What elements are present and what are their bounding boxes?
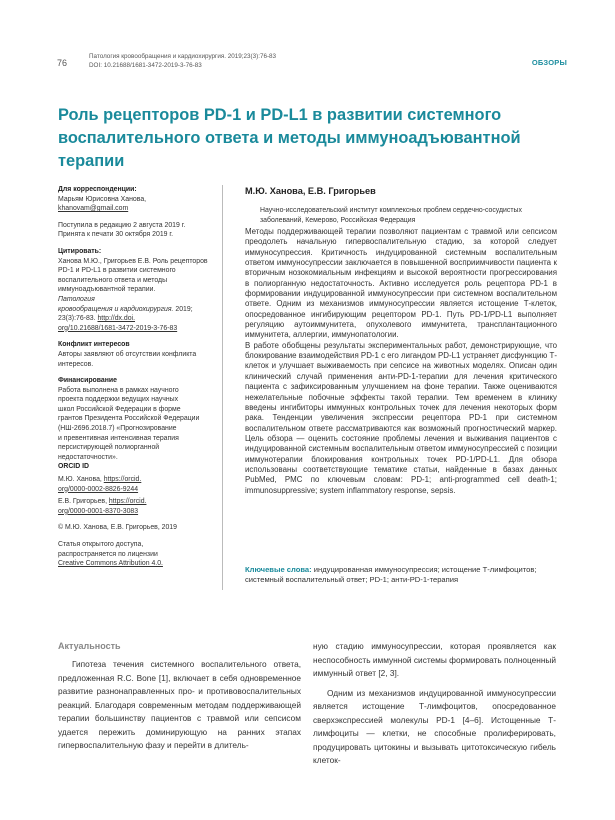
article-authors: М.Ю. Ханова, Е.В. Григорьев	[245, 186, 376, 196]
section-tag: ОБЗОРЫ	[531, 58, 567, 67]
orcid-author: М.Ю. Ханова,	[58, 476, 102, 484]
funding-line: проекта поддержки ведущих научных	[58, 396, 179, 404]
accepted-date: Принята к печати 30 октября 2019 г.	[58, 231, 174, 239]
funding-label: Финансирование	[58, 377, 117, 385]
funding-line: и превентивная интенсивная терапия	[58, 434, 179, 442]
title-line-1: Роль рецепторов PD-1 и PD-L1 в развитии системного	[58, 106, 502, 124]
correspondence-email-link[interactable]: khanovam@gmail.com	[58, 205, 129, 213]
title-line-3: терапии	[58, 152, 125, 170]
title-line-2: воспалительного ответа и методы иммуноадъювантной	[58, 129, 521, 147]
journal-citation: Патология кровообращения и кардиохирургия. 2019;23(3):76-83	[89, 53, 277, 60]
citation-year: 2019;	[175, 305, 193, 313]
funding-line: грантов Президента Российской Федерации	[58, 415, 200, 423]
abstract-paragraph: Методы поддерживающей терапии позволяют пациентам с травмой или сепсисом преодолеть начальную гипервоспалительную стадию, за которой следует иммуносупрессия. Критичность индуцированной системным воспалительным ответом иммуносупрессии заключается в повышенной восприимчивости пациента к вторичным нозокомиальным инфекциям и высокой вероятности прогрессирования в полиорганную недостаточность. Активно исследуется роль рецептора PD-1 в формировании индуцированной иммуносупрессии при системном воспалительном ответе. Одним из механизмов иммуносупрессии является истощение Т-клеток, опосредованное ингибирующим рецептором PD-1. Путь PD-1/PD-L1 выполняет регуляцию аутоиммунитета, опухолевого иммунитета, трансплантационного иммунитета, аллергии, иммунопатологии.	[245, 227, 557, 340]
license-line: распространяется по лицензии	[58, 550, 158, 558]
journal-info	[89, 52, 276, 70]
funding-line: школ Российской Федерации в форме	[58, 405, 181, 413]
orcid-link[interactable]: https://orcid.	[103, 476, 142, 484]
citation-ref: 23(3):76-83.	[58, 315, 96, 323]
license-line: Статья открытого доступа,	[58, 541, 144, 548]
affiliation-line: Научно-исследовательский институт комплексных проблем сердечно-сосудистых	[260, 207, 522, 214]
abstract-paragraph: В работе обобщены результаты экспериментальных работ, демонстрирующие, что блокирование взаимодействия PD-1 с его лигандом PD-L1 устраняет дисфункцию Т-клеток и улучшает выживаемость при сепсисе на животных моделях. Описан один клинический случай применения анти-PD-1-терапии для лечения критического пациента с зафиксированным улучшением на фоне терапии. Также оцениваются нежелательные побочные эффекты такой терапии. Тем временем в клинику введены ингибиторы иммунных контрольных точек для лечения некоторых форм рака. Тенденции увеличения экспрессии рецептора PD-1 при системном воспалительном ответе рассматриваются как возможный прогностический маркер. Цель обзора — оценить состояние проблемы лечения и выживания пациентов с индуцированной системным воспалительным ответом иммуносупрессией с позиции иммунотерапии блокирования контрольных точек PD-1/PD-L1. Для обзора использованы соответствующие тематике статьи, найденные в базах данных PubMed, PMC по ключевым словам: PD-1; anti-programmed cell death-1; immunosuppressive; system inflammatory response, sepsis.	[245, 340, 557, 495]
license-block	[58, 540, 208, 569]
funding-line: (НШ-2696.2018.7) «Прогнозирование	[58, 425, 177, 433]
body-column-right	[313, 640, 556, 768]
license-link[interactable]: Creative Commons Attribution 4.0.	[58, 560, 163, 568]
body-paragraph: ную стадию иммуносупрессии, которая проявляется как неспособность иммунной системы формировать полноценный иммунный ответ [2, 3].	[313, 641, 556, 678]
affiliation	[260, 206, 550, 225]
citation-label: Цитировать:	[58, 247, 102, 255]
keywords-text: индуцированная иммуносупрессия; истощение Т-лимфоцитов; системный воспалительный ответ; PD-1; анти-PD-1-терапия	[245, 565, 537, 585]
copyright-block	[58, 523, 208, 533]
keywords-label: Ключевые слова:	[245, 565, 312, 574]
orcid-label: ORCID ID	[58, 463, 90, 471]
orcid-block	[58, 462, 208, 516]
funding-line: персистирующей полиорганной	[58, 444, 160, 452]
conflict-line: интересов.	[58, 360, 94, 368]
citation-line: воспалительного ответа и методы	[58, 276, 168, 284]
column-divider	[222, 185, 223, 590]
copyright: © М.Ю. Ханова, Е.В. Григорьев, 2019	[58, 524, 177, 532]
citation-journal: Патология	[58, 295, 95, 303]
conflict-block	[58, 340, 208, 369]
orcid-author: Е.В. Григорьев,	[58, 498, 107, 506]
orcid-link[interactable]: org/0000-0001-8370-3083	[58, 507, 139, 515]
citation-line: PD-1 и PD-L1 в развитии системного	[58, 267, 176, 275]
funding-line: Работа выполнена в рамках научного	[58, 386, 179, 394]
orcid-link[interactable]: org/0000-0002-8826-9244	[58, 485, 139, 493]
body-column-left	[58, 658, 301, 753]
section-heading: Актуальность	[58, 641, 121, 651]
page-number: 76	[57, 58, 68, 68]
affiliation-line: заболеваний, Кемерово, Российская Федерация	[260, 216, 416, 224]
conflict-label: Конфликт интересов	[58, 341, 130, 349]
journal-doi: DOI: 10.21688/1681-3472-2019-3-76-83	[89, 62, 202, 69]
article-title	[58, 104, 558, 173]
citation-doi-link[interactable]: http://dx.doi.	[97, 315, 136, 323]
citation-doi-link[interactable]: org/10.21688/1681-3472-2019-3-76-83	[58, 324, 178, 332]
keywords	[245, 565, 557, 586]
funding-block	[58, 376, 208, 462]
conflict-line: Авторы заявляют об отсутствии конфликта	[58, 350, 197, 358]
citation-line: Ханова М.Ю., Григорьев Е.В. Роль рецепторов	[58, 257, 208, 265]
sidebar-metadata	[58, 185, 208, 576]
citation-block	[58, 247, 208, 333]
citation-journal: кровообращения и кардиохирургия.	[58, 305, 174, 313]
citation-line: иммуноадъювантной терапии.	[58, 286, 156, 294]
body-paragraph: Одним из механизмов индуцированной иммуносупрессии является истощение Т-лимфоцитов, опосредованное сверхэкспрессией молекулы PD-1 [4–6]. Истощенные Т-лимфоциты — клетки, не способные пролиферировать, продуцировать цитокины и вызывать цитотоксическую гибель клеток-	[313, 687, 556, 765]
orcid-link[interactable]: https://orcid.	[108, 498, 147, 506]
correspondence-block	[58, 185, 208, 214]
abstract	[245, 227, 557, 496]
correspondence-label: Для корреспонденции:	[58, 186, 137, 193]
body-paragraph: Гипотеза течения системного воспалительного ответа, предложенная R.C. Bone [1], включает в себя одновременное развитие разнонаправленных про- и противовоспалительных реакций. Благодаря современным методам поддерживающей терапии большинству пациентов с травмой или сепсисом удается пережить доминирующую на ранних этапах гипервоспалительную фазу и перейти в длитель-	[58, 659, 301, 750]
funding-line: недостаточности».	[58, 453, 118, 461]
received-date: Поступила в редакцию 2 августа 2019 г.	[58, 221, 186, 229]
dates-block	[58, 221, 208, 240]
correspondence-name: Марьям Юрисовна Ханова,	[58, 195, 147, 203]
